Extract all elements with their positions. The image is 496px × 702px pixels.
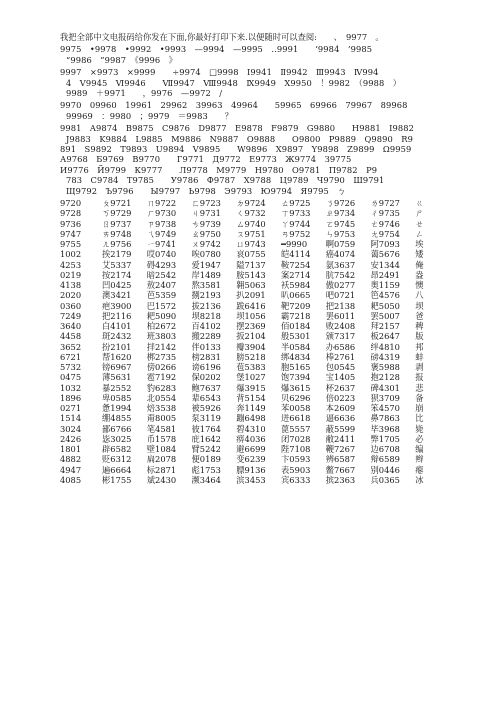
code-cell: 濒3464	[191, 474, 221, 485]
code-cell: 毙	[415, 423, 424, 434]
code-cell: 埃	[415, 239, 424, 250]
code-cell: 碑4301	[370, 382, 400, 393]
code-cell: 膀5218	[236, 351, 266, 362]
code-cell: 办6586	[325, 341, 356, 352]
code-cell: 9736	[60, 218, 82, 229]
code-cell: 板2647	[370, 331, 400, 342]
code-cell: 0475	[60, 372, 82, 383]
code-cell: 抱2128	[370, 372, 400, 383]
code-cell: 辫	[415, 454, 424, 465]
code-cell: 岸1489	[191, 269, 221, 280]
code-cell: 斌2430	[146, 474, 177, 485]
code-cell: 爸	[415, 310, 424, 321]
code-cell: ㄩ9743	[236, 239, 266, 250]
code-cell: 哀0755	[236, 249, 266, 260]
code-cell: 伴0133	[191, 341, 221, 352]
code-cell: 1896	[60, 392, 82, 403]
code-cell: ㄇ9722	[146, 198, 177, 209]
table-row	[60, 321, 460, 331]
code-cell: 暴2552	[102, 382, 132, 393]
table-row	[60, 239, 460, 249]
code-cell: 弊1705	[370, 433, 400, 444]
code-cell: 版	[415, 331, 424, 342]
code-cell: 瓣3904	[236, 341, 266, 352]
code-cell: 唉0780	[191, 249, 221, 260]
code-cell: 白4101	[102, 321, 132, 332]
table-row	[60, 219, 460, 229]
table-row	[60, 331, 460, 341]
code-cell: 盎	[415, 269, 424, 280]
code-cell: 冰	[415, 474, 424, 485]
code-cell: 彼1764	[191, 423, 221, 434]
code-cell: 标2871	[146, 464, 177, 475]
code-cell: 避6699	[236, 444, 266, 455]
code-cell: 4085	[60, 474, 82, 485]
code-cell: ㄔ9735	[370, 208, 400, 219]
code-cell: 颁7317	[325, 331, 356, 342]
code-cell: 棒2761	[325, 351, 356, 362]
code-cell: 3652	[60, 341, 82, 352]
code-cell: 蹦6498	[236, 413, 266, 424]
code-cell: 扮2101	[102, 341, 132, 352]
symbol-line: И9776 Й9799 К9777 Л9778 М9779 Н9780 О9781 П9782 Р9	[60, 164, 378, 175]
symbol-line: “9986 ”9987 《9996 》	[66, 54, 178, 65]
code-cell: 堡1027	[236, 372, 266, 383]
code-cell: 斑2432	[102, 331, 132, 342]
code-cell: 鞭7267	[325, 444, 356, 455]
code-cell: 梆2735	[146, 351, 177, 362]
code-cell: 彬1755	[102, 474, 132, 485]
code-cell: 蓖5557	[281, 423, 311, 434]
table-row	[60, 372, 460, 382]
code-cell: ㄑ9732	[236, 208, 266, 219]
code-cell: 宝1405	[325, 372, 356, 383]
symbol-line: Щ9792 Ъ9796 Ы9797 Ь9798 Э9793 Ю9794 Я9795 ㄅ	[66, 185, 346, 196]
symbol-line: 9975 •9978 •9992 •9993 —9994 —9995 ‥9991 ‘9984 ’9985	[60, 44, 373, 55]
code-cell: 安1344	[370, 259, 400, 270]
code-cell: 崩	[415, 403, 424, 414]
code-cell: 4947	[60, 464, 82, 475]
code-cell: 榜2831	[191, 351, 221, 362]
code-cell: 别0446	[370, 464, 400, 475]
code-cell: 辩6589	[370, 454, 400, 465]
code-cell: 绊4810	[370, 341, 400, 352]
code-cell: 蚌	[415, 351, 424, 362]
code-cell: 矮	[415, 249, 424, 260]
code-cell: 帮1620	[102, 351, 132, 362]
code-cell: 傲0277	[325, 280, 356, 291]
code-cell: 敝2411	[325, 433, 356, 444]
table-row	[60, 413, 460, 423]
code-cell: 把2138	[325, 300, 356, 311]
code-cell: 把2116	[102, 310, 132, 321]
code-cell: 卑0585	[102, 392, 132, 403]
table-row	[60, 465, 460, 475]
table-row	[60, 311, 460, 321]
code-cell: ㄗ9738	[146, 218, 177, 229]
code-cell: 逼6636	[325, 413, 356, 424]
code-cell: 拜2157	[370, 321, 400, 332]
code-cell: 爱1947	[191, 259, 221, 270]
code-cell: 敖2407	[146, 280, 177, 291]
table-row	[60, 403, 460, 413]
code-cell: 1002	[60, 249, 82, 260]
table-row	[60, 342, 460, 352]
code-cell: 碧4310	[236, 423, 266, 434]
code-cell: 宾6333	[281, 474, 311, 485]
code-cell: 绑4834	[281, 351, 311, 362]
code-cell: 半0584	[281, 341, 311, 352]
code-cell: 壁1084	[146, 444, 177, 455]
code-cell: ㄛ9745	[325, 218, 356, 229]
code-cell: 闭7028	[281, 433, 311, 444]
code-cell: 鄙6766	[102, 423, 132, 434]
code-cell: 百4102	[191, 321, 221, 332]
code-cell: 鞍7254	[281, 259, 311, 270]
symbol-line: 99969 ：9980 ；9979 ＝9983 ？	[66, 110, 234, 121]
code-cell: 坝	[415, 300, 424, 311]
code-cell: 包0545	[325, 362, 356, 373]
code-cell: ㄡ9751	[236, 228, 266, 239]
code-cell: 扳2104	[236, 331, 266, 342]
code-cell: 便0189	[191, 454, 221, 465]
code-cell: ㄦ9756	[102, 239, 132, 250]
code-cell: ㄧ9741	[146, 239, 177, 250]
code-cell: 疤3900	[102, 300, 132, 311]
code-cell: 6721	[60, 351, 82, 362]
code-cell: 甭8005	[146, 413, 177, 424]
code-cell: 笔4581	[146, 423, 177, 434]
code-cell: 挨2179	[102, 249, 132, 260]
telegraph-code-table	[60, 198, 460, 485]
code-cell: 泵3119	[191, 413, 221, 424]
code-cell: 编	[415, 444, 424, 455]
code-cell: 哎0740	[146, 249, 177, 260]
code-cell: 2426	[60, 433, 82, 444]
code-cell: 澳3421	[102, 290, 132, 301]
code-cell: 饱7394	[281, 372, 311, 383]
code-cell: ㄐ9731	[191, 208, 221, 219]
code-cell: 叭0665	[281, 290, 311, 301]
code-cell: 蔼5676	[370, 249, 400, 260]
code-cell: 4253	[60, 259, 82, 270]
symbol-line: 4 Ⅴ9945 Ⅵ9946 Ⅶ9947 Ⅷ9948 Ⅸ9949 Ⅹ9950 ！9982 （9988 ）	[66, 77, 402, 88]
code-cell: 辨6587	[325, 454, 356, 465]
code-cell: 悲	[415, 382, 424, 393]
code-cell: 暗2542	[146, 269, 177, 280]
code-cell: 巴1572	[146, 300, 177, 311]
code-cell: 耙5050	[370, 300, 400, 311]
code-cell: 豹6283	[146, 382, 177, 393]
code-cell: 膘9136	[236, 464, 266, 475]
symbol-line: 783 С9784 Т9785 У9786 Ф9787 Х9788 Ц9789 Ч9790 Ш9791	[66, 175, 385, 186]
code-cell: 2020	[60, 290, 82, 301]
code-cell: 俺	[415, 259, 424, 270]
table-row	[60, 249, 460, 259]
code-cell: ㄖ9737	[102, 218, 132, 229]
code-cell: 坝8218	[191, 310, 221, 321]
code-cell: 爆3615	[281, 382, 311, 393]
code-cell: 杯2637	[325, 382, 356, 393]
code-cell: 7249	[60, 310, 82, 321]
code-cell: 滨3453	[236, 474, 266, 485]
code-cell: 摈2363	[325, 474, 356, 485]
code-cell: 背5154	[236, 392, 266, 403]
code-cell: 胺5143	[236, 269, 266, 280]
code-cell: 9728	[60, 208, 82, 219]
code-cell: 昂2491	[370, 269, 400, 280]
code-cell: 9747	[60, 228, 82, 239]
code-cell: 贬6312	[102, 454, 132, 465]
symbol-line: 9981 A9874 B9875 C9876 D9877 E9878 F9879 G9880 H9881 I9882	[60, 123, 415, 134]
code-cell: 吧0721	[325, 290, 356, 301]
code-cell: 般5301	[281, 331, 311, 342]
code-cell: 4882	[60, 454, 82, 465]
code-cell: ㄎ9729	[102, 208, 132, 219]
code-cell: ㄍ	[415, 198, 424, 209]
code-cell: 奔1149	[236, 403, 266, 414]
code-cell: ━9990	[281, 239, 308, 250]
code-cell: 罢5007	[370, 310, 400, 321]
code-cell: 氨3637	[325, 259, 356, 270]
symbol-code-lines	[60, 44, 460, 196]
table-row	[60, 475, 460, 485]
code-cell: 啊0759	[325, 239, 356, 250]
table-row	[60, 301, 460, 311]
code-cell: 必	[415, 433, 424, 444]
symbol-line: 891 S9892 T9893 U9894 V9895 W9896 X9897 Y9898 Z9899 Ω9959	[60, 144, 412, 155]
code-cell: 跋6416	[236, 300, 266, 311]
code-cell: 陛7108	[281, 444, 311, 455]
code-cell: 毖3025	[102, 433, 132, 444]
code-cell: 被5926	[191, 403, 221, 414]
table-row	[60, 362, 460, 372]
symbol-line: А9768 Б9769 В9770 Г9771 Д9772 Е9773 Ж9774 З9775	[60, 154, 352, 165]
code-cell: ㄊ9725	[281, 198, 311, 209]
document-page	[60, 32, 460, 485]
code-cell: 阿7093	[370, 239, 400, 250]
code-cell: ㄨ9742	[191, 239, 221, 250]
symbol-line: 9989 ＋9971 ，9976 —9972 /	[66, 88, 223, 99]
code-cell: 币1578	[146, 433, 177, 444]
code-cell: 蔽5599	[325, 423, 356, 434]
code-cell: 兵0365	[370, 474, 400, 485]
symbol-line: 9970 09960 19961 29962 39963 49964 59965 69966 79967 89968	[60, 100, 408, 111]
code-cell: 翱5063	[236, 280, 266, 291]
code-cell: ㄝ	[415, 218, 424, 229]
code-cell: 扒2091	[236, 290, 266, 301]
code-cell: 磅4319	[370, 351, 400, 362]
code-cell: 稗	[415, 321, 424, 332]
table-row	[60, 198, 460, 208]
code-cell: 皑4114	[281, 249, 311, 260]
code-cell: 遍6664	[102, 464, 132, 475]
code-cell: ㄓ9734	[325, 208, 356, 219]
code-cell: 贝6296	[281, 392, 311, 403]
code-cell: 案2714	[281, 269, 311, 280]
code-cell: 报	[415, 372, 424, 383]
code-cell: 耙5090	[146, 310, 177, 321]
code-cell: 绷4855	[102, 413, 132, 424]
code-cell: 爆3915	[236, 382, 266, 393]
code-cell: ㄋ9726	[325, 198, 356, 209]
code-cell: 1032	[60, 382, 82, 393]
code-cell: 倍0223	[325, 392, 356, 403]
code-cell: 扁2078	[146, 454, 177, 465]
code-cell: ㄜ9746	[370, 218, 400, 229]
code-cell: ㄆ9721	[102, 198, 132, 209]
code-cell: 9720	[60, 198, 82, 209]
code-cell: 痹4036	[236, 433, 266, 444]
table-row	[60, 270, 460, 280]
code-cell: 隘7137	[236, 259, 266, 270]
code-cell: 褒5988	[370, 362, 400, 373]
code-cell: 捌2193	[191, 290, 221, 301]
code-cell: ㄣ9753	[325, 228, 356, 239]
code-cell: 焙3538	[146, 403, 177, 414]
code-cell: 艾5337	[102, 259, 132, 270]
code-cell: ㄒ9733	[281, 208, 311, 219]
code-cell: 彪1753	[191, 464, 221, 475]
code-cell: 柏2672	[146, 321, 177, 332]
code-cell: 鳖7667	[325, 464, 356, 475]
table-row	[60, 424, 460, 434]
code-cell: ㄏ9730	[146, 208, 177, 219]
code-cell: ㄚ9744	[281, 218, 311, 229]
code-cell: 胞5165	[281, 362, 311, 373]
code-cell: 惫1994	[102, 403, 132, 414]
code-cell: 薄5631	[102, 372, 132, 383]
code-cell: 表5903	[281, 464, 311, 475]
code-cell: 剥	[415, 362, 424, 373]
code-cell: 瘪	[415, 464, 424, 475]
code-cell: 0360	[60, 300, 82, 311]
table-row	[60, 352, 460, 362]
code-cell: 备	[415, 392, 424, 403]
code-cell: 北0554	[146, 392, 177, 403]
code-cell: 笆4576	[370, 290, 400, 301]
code-cell: 懊	[415, 280, 424, 291]
code-cell: 芭5359	[146, 290, 177, 301]
code-cell: ㄉ9724	[236, 198, 266, 209]
symbol-line: 9997 ×9973 ×9999 ÷9974 □9998 Ⅰ9941 Ⅱ9942 Ⅲ9943 Ⅳ994	[60, 67, 379, 78]
code-cell: 八	[415, 290, 424, 301]
code-cell: 本2609	[325, 403, 356, 414]
code-cell: 0271	[60, 403, 82, 414]
code-cell: 凹0425	[102, 280, 132, 291]
code-cell: 4138	[60, 280, 82, 291]
code-cell: ㄠ9750	[191, 228, 221, 239]
code-cell: 比	[415, 413, 424, 424]
code-cell: 苞5383	[236, 362, 266, 373]
table-row	[60, 260, 460, 270]
code-cell: 笨4570	[370, 403, 400, 414]
table-row	[60, 208, 460, 218]
code-cell: 邦	[415, 341, 424, 352]
code-cell: 鼻7863	[370, 413, 400, 424]
code-cell: 败2408	[325, 321, 356, 332]
code-cell: 碍4293	[146, 259, 177, 270]
code-cell: 奥1159	[370, 280, 400, 291]
code-cell: 傍0266	[146, 362, 177, 373]
table-row	[60, 383, 460, 393]
intro-text: 我把全部中文电报码给你发在下面,你最好打印下来.以便随时可以查阅: 、 9977 。	[60, 32, 384, 42]
code-cell: 罢6011	[325, 310, 356, 321]
code-cell: ㄘ9739	[191, 218, 221, 229]
code-cell: 熬3581	[191, 280, 221, 291]
code-cell: 卞0593	[281, 454, 311, 465]
code-cell: 摆2369	[236, 321, 266, 332]
code-cell: 5732	[60, 362, 82, 373]
code-cell: 3024	[60, 423, 82, 434]
code-cell: 按2174	[102, 269, 132, 280]
code-cell: 3640	[60, 321, 82, 332]
code-cell: 辈6543	[191, 392, 221, 403]
code-cell: 拔2136	[191, 300, 221, 311]
code-cell: ㄞ9748	[102, 228, 132, 239]
code-cell: 癌4074	[325, 249, 356, 260]
code-cell: 鲍7637	[191, 382, 221, 393]
symbol-line: J9883 K9884 L9885 M9886 N9887 O9888 O9800 P9889 Q9890 R9	[66, 133, 414, 144]
code-cell: 1514	[60, 413, 82, 424]
code-cell: 4458	[60, 331, 82, 342]
code-cell: 拌2142	[146, 341, 177, 352]
code-cell: 肮7542	[325, 269, 356, 280]
table-row	[60, 454, 460, 464]
code-cell: 搬2289	[191, 331, 221, 342]
code-cell: ㄢ9752	[281, 228, 311, 239]
code-cell: 靶7209	[281, 300, 311, 311]
code-cell: 保0202	[191, 372, 221, 383]
code-cell: 臂5242	[191, 444, 221, 455]
code-cell: ㄤ9754	[370, 228, 400, 239]
table-row	[60, 434, 460, 444]
code-cell: 辟6582	[102, 444, 132, 455]
code-cell: 谤6196	[191, 362, 221, 373]
code-cell: 0219	[60, 269, 82, 280]
code-cell: ㄌ9727	[370, 198, 400, 209]
code-cell: 庇1642	[191, 433, 221, 444]
code-cell: 迸6618	[281, 413, 311, 424]
table-row	[60, 229, 460, 239]
table-row	[60, 290, 460, 300]
code-cell: 狈3709	[370, 392, 400, 403]
table-row	[60, 444, 460, 454]
code-cell: ㄥ	[415, 228, 424, 239]
code-cell: 雹7192	[146, 372, 177, 383]
code-cell: 9755	[60, 239, 82, 250]
code-cell: 镑6967	[102, 362, 132, 373]
code-cell: 边6708	[370, 444, 400, 455]
table-row	[60, 393, 460, 403]
code-cell: 苯0058	[281, 403, 311, 414]
code-cell: 班3803	[146, 331, 177, 342]
code-cell: 1801	[60, 444, 82, 455]
table-row	[60, 280, 460, 290]
code-cell: 佰0184	[281, 321, 311, 332]
code-cell: 坝1056	[236, 310, 266, 321]
code-cell: 毕3968	[370, 423, 400, 434]
code-cell: ㄕ	[415, 208, 424, 219]
code-cell: 变6239	[236, 454, 266, 465]
code-cell: ㄙ9740	[236, 218, 266, 229]
code-cell: ㄈ9723	[191, 198, 221, 209]
code-cell: 袄5984	[281, 280, 311, 291]
code-cell: ㄟ9749	[146, 228, 177, 239]
code-cell: 霸7218	[281, 310, 311, 321]
